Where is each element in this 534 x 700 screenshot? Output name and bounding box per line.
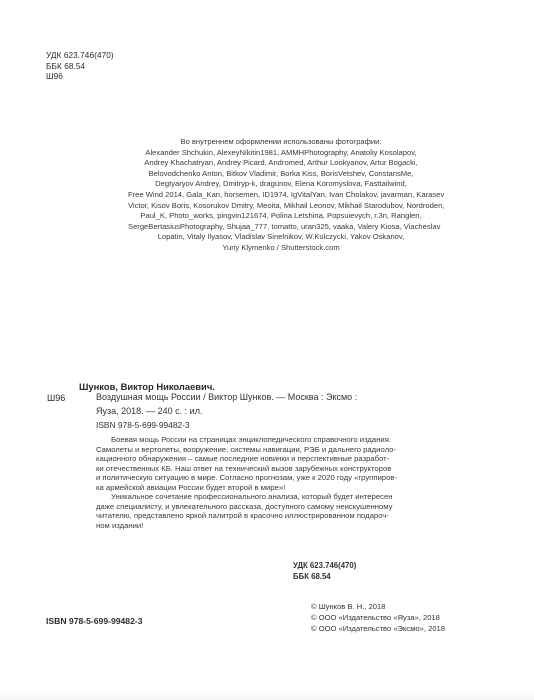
catalog-title [96,391,357,418]
copyright-line: © ООО «Издательство «Эксмо», 2018 [311,624,445,634]
bbk-code: ББК 68.54 [46,61,86,71]
abstract-line: Самолеты и вертолеты, вооружение, системы навигации, РЭБ и дальнего радиоло- [96,444,396,454]
abstract-line: читателю, представлено яркой палитрой в красочно иллюстрированном подароч- [96,511,389,520]
photo-credits-line: Victor, Kisov Boris, Kosorukov Dmitry, Meoita, Mikhail Leonov, Mikhail Starodubov, Nordroden, [128,200,445,210]
photo-credits-line: Paul_K, Photo_works, pingvin121674, Polina Letshina, Popsuievych, r.3n, Ranglen, [140,211,422,221]
abstract-line: даже специалисту, и увлекательного рассказа, доступного самому неискушенному [96,501,393,511]
photo-credits-line: Degtyaryov Andrey, Dmitryp-k, dragunov, Elena Koromyslova, Fasttailwind, [155,179,407,189]
copyright-line: © ООО «Издательство «Яуза», 2018 [311,613,440,623]
abstract-line: ка армейской авиации России будет второй в мире»! [96,482,286,492]
abstract-line: и политическую ситуацию в мире. Согласно прогнозам, уже к 2020 году «группиров- [96,473,397,482]
classification-codes-top [46,51,114,83]
udk-code: УДК 623.746(470) [46,51,114,60]
catalog-author-mark: Ш96 [47,393,66,403]
photo-credits-line: Alexander Shchukin, AlexeyNikitin1981, AMMHPhotography, Anatoliy Kosolapov, [145,147,417,157]
author-mark: Ш96 [46,72,63,82]
isbn-bottom: ISBN 978-5-699-99482-3 [46,616,143,626]
copyright-line: © Шунков В. Н., 2018 [311,602,386,611]
photo-credits-line: SergeBertasiusPhotography, Shujaa_777, tomatto, uran325, vaaka, Valery Kiosa, Viacheslav [128,221,441,231]
photo-credits-line: Belovodchenko Anton, Bitkov Vladimir, Borka Kiss, BorisVetshev, ConstansMe, [148,168,414,178]
page-edge-shadow [0,690,534,700]
classification-codes-right [293,560,356,582]
udk-code-right: УДК 623.746(470) [293,561,357,570]
photo-credits-line: Andrey Khachatryan, Andrey Picard, Andromed, Arthur Lookyanov, Artur Bogacki, [144,158,418,168]
book-abstract [96,435,438,530]
copyright-notices [311,601,445,635]
catalog-title-line: Яуза, 2018. — 240 с. : ил. [96,405,203,416]
abstract-line: ном издании! [96,520,144,530]
catalog-title-line: Воздушная мощь России / Виктор Шунков. — Москва : Эксмо : [96,392,358,402]
abstract-line: ки отечественных КБ. Наш ответ на технический вызов зарубежных конструкторов [96,463,392,473]
abstract-line: Уникальное сочетание профессионального анализа, который будет интересен [111,492,393,501]
abstract-line: кационного обнаружения – самые последние новинки и перспективные разработ- [96,454,390,463]
abstract-line: Боевая мощь России на страницах энциклопедического справочного издания. [111,435,392,444]
photo-credits-heading: Во внутреннем оформлении использованы фотографии: [180,137,382,146]
photo-credits [128,137,445,254]
photo-credits-line: Free Wind 2014, Gala_Kan, horsemen, ID1974, IgVitalYan, Ivan Cholakov, javarman, Karasev [128,189,445,199]
bbk-code-right: ББК 68.54 [293,572,331,581]
photo-credits-line: Yuriy Klymenko / Shutterstock.com [222,242,340,252]
catalog-isbn: ISBN 978-5-699-99482-3 [96,420,190,430]
photo-credits-line: Lopatin, Vitaly Ilyasov, Vladislav Sinelnikov, W.Kulczycki, Yakov Oskanov, [157,232,405,242]
catalog-author: Шунков, Виктор Николаевич. [79,381,215,392]
